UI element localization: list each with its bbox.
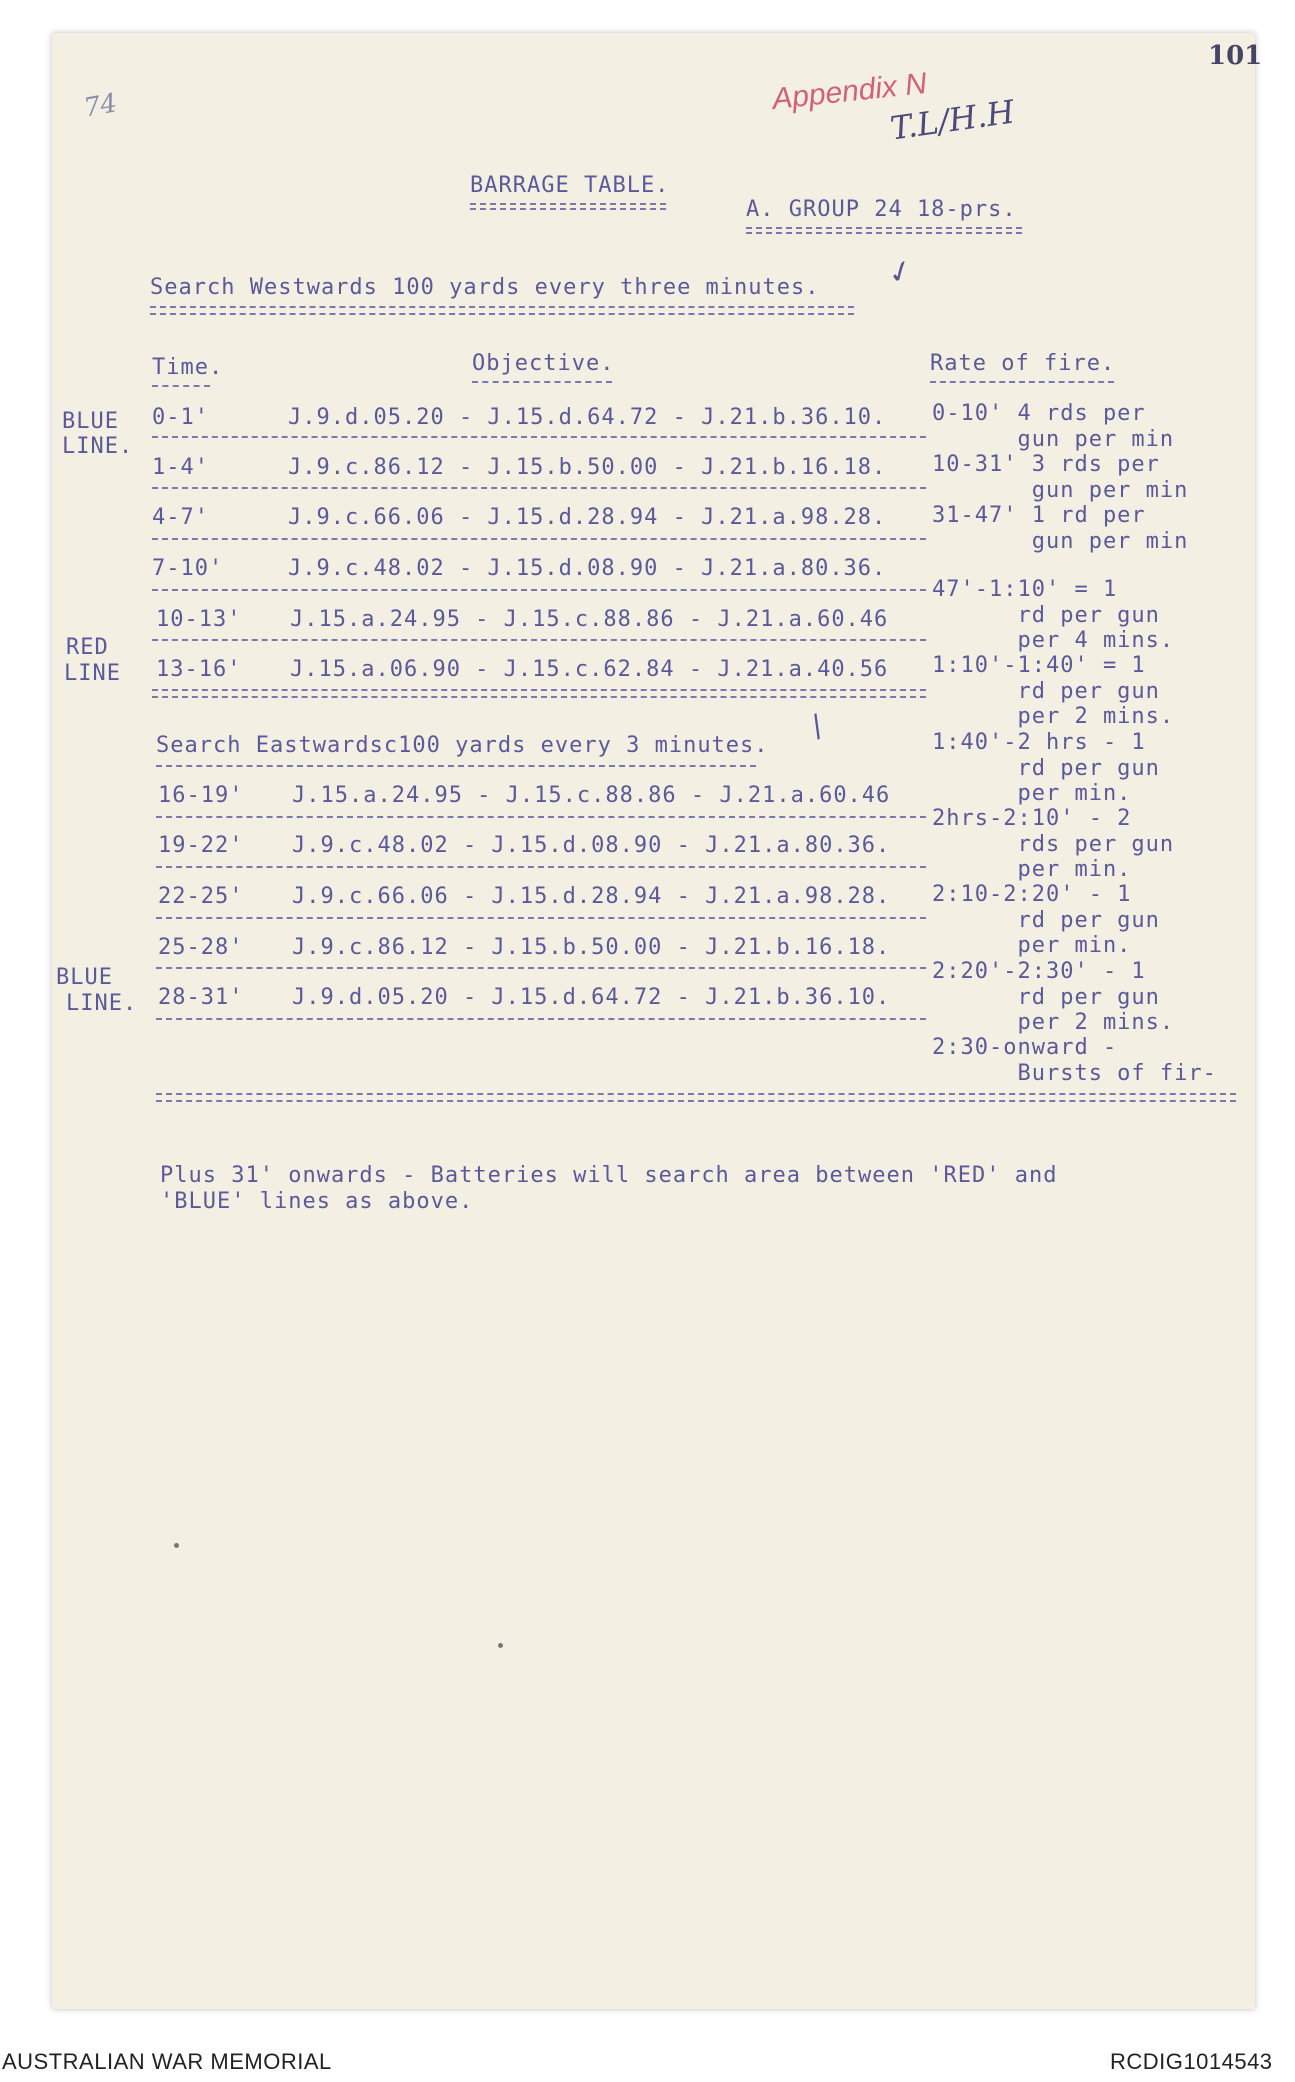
row-time: 13-16' [156,657,242,682]
rate-entry: 1:40'-2 hrs - 1 rd per gun per min. [932,730,1160,806]
row-time: 16-19' [158,783,244,808]
search-east-instruction: Search Eastwardsc100 yards every 3 minutes. [156,733,769,758]
side-label-red-line: RED [66,635,109,660]
check-mark: ✓ [882,251,919,294]
appendix-stamp: Appendix N [770,66,929,117]
table-bottom-rule [156,1093,1236,1102]
row-time: 4-7' [152,505,209,530]
row-objective: J.15.a.24.95 - J.15.c.88.86 - J.21.a.60.46 [290,607,889,632]
rate-entry: 1:10'-1:40' = 1 rd per gun per 2 mins. [932,653,1175,729]
footer-right-id: RCDIG1014543 [1110,2049,1273,2074]
column-time: Time. [152,355,224,380]
rate-entry: 2:10-2:20' - 1 rd per gun per min. [932,882,1160,958]
pencil-annotation: 74 [81,88,120,124]
column-rate: Rate of fire. [930,351,1116,376]
group-underline [746,227,1022,229]
title-underline [470,208,666,210]
rate-entry: 2:30-onward - Bursts of fir- [932,1035,1217,1086]
group-underline [746,232,1022,234]
side-label-blue-line: BLUE [56,965,113,990]
row-time: 1-4' [152,455,209,480]
rate-entry: 2:20'-2:30' - 1 rd per gun per 2 mins. [932,959,1175,1035]
note-line: Plus 31' onwards - Batteries will search area between 'RED' and [160,1163,1058,1188]
row-divider [152,639,926,641]
paper-speck [174,1543,179,1548]
row-objective: J.9.c.48.02 - J.15.d.08.90 - J.21.a.80.36. [288,556,887,581]
row-time: 7-10' [152,556,224,581]
row-divider [156,967,926,969]
row-divider [156,917,926,919]
row-divider [156,816,926,818]
row-divider [152,436,926,438]
row-objective: J.9.c.66.06 - J.15.d.28.94 - J.21.a.98.28. [292,884,891,909]
row-objective: J.9.c.86.12 - J.15.b.50.00 - J.21.b.16.18. [292,935,891,960]
row-objective: J.9.d.05.20 - J.15.d.64.72 - J.21.b.36.10. [292,985,891,1010]
table-title: BARRAGE TABLE. [470,173,670,198]
column-objective: Objective. [472,351,615,376]
rate-entry: 47'-1:10' = 1 rd per gun per 4 mins. [932,577,1175,653]
row-time: 25-28' [158,935,244,960]
row-divider [152,538,926,540]
row-objective: J.15.a.24.95 - J.15.c.88.86 - J.21.a.60.46 [292,783,891,808]
row-time: 10-13' [156,607,242,632]
row-divider [152,589,926,591]
rate-entry: 0-10' 4 rds per gun per min [932,401,1175,452]
row-time: 22-25' [158,884,244,909]
row-objective: J.9.c.66.06 - J.15.d.28.94 - J.21.a.98.28. [288,505,887,530]
row-time: 28-31' [158,985,244,1010]
rate-entry: 31-47' 1 rd per gun per min [932,503,1189,554]
search-east-underline [156,765,756,767]
check-mark: / [805,708,830,745]
row-time: 19-22' [158,833,244,858]
side-label-blue-line: LINE. [66,991,138,1016]
rate-entry: 10-31' 3 rds per gun per min [932,452,1189,503]
block-divider [152,689,926,698]
row-divider [156,1018,926,1020]
column-rate-underline [930,381,1114,383]
row-objective: J.9.c.48.02 - J.15.d.08.90 - J.21.a.80.36. [292,833,891,858]
note-line: 'BLUE' lines as above. [160,1189,474,1214]
row-divider [152,487,926,489]
column-time-underline [152,385,210,387]
group-heading: A. GROUP 24 18-prs. [746,197,1017,222]
handwritten-reference: T.L/H.H [887,92,1017,148]
search-west-instruction: Search Westwards 100 yards every three minutes. [150,275,820,300]
column-objective-underline [472,381,612,383]
side-label-blue-line: BLUE [62,409,119,434]
rate-entry: 2hrs-2:10' - 2 rds per gun per min. [932,806,1175,882]
row-objective: J.9.c.86.12 - J.15.b.50.00 - J.21.b.16.18. [288,455,887,480]
side-label-blue-line: LINE. [62,434,134,459]
folio-number: 101 [1208,41,1263,71]
row-divider [156,866,926,868]
title-underline [470,203,666,205]
paper-speck [498,1643,503,1648]
row-time: 0-1' [152,405,209,430]
row-objective: J.15.a.06.90 - J.15.c.62.84 - J.21.a.40.56 [290,657,889,682]
search-west-underline [150,306,854,315]
row-objective: J.9.d.05.20 - J.15.d.64.72 - J.21.b.36.10. [288,405,887,430]
document-page [52,33,1263,2009]
footer-left-credit: AUSTRALIAN WAR MEMORIAL [2,2049,332,2074]
side-label-red-line: LINE [64,661,121,686]
